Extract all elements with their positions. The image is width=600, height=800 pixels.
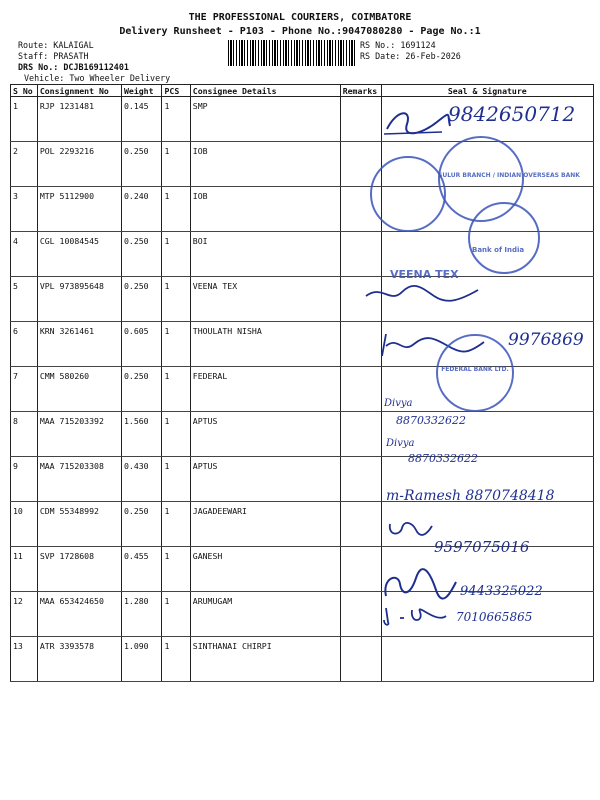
boi-stamp-text: Bank of India: [472, 246, 525, 254]
sno: 11: [11, 547, 38, 592]
consignee: GANESH: [190, 547, 340, 592]
consignment-no: VPL 973895648: [37, 277, 121, 322]
remarks: [340, 97, 381, 142]
consignment-no: CGL 10084545: [37, 232, 121, 277]
veena-tex-stamp: VEENA TEX: [390, 268, 459, 281]
sno: 3: [11, 187, 38, 232]
runsheet-subtitle: Delivery Runsheet - P103 - Phone No.:9047080280 - Page No.:1: [119, 26, 481, 37]
vehicle-label: Vehicle: Two Wheeler Delivery: [24, 73, 171, 83]
handwritten-name-9: Divya: [386, 438, 415, 449]
signature-row-1: [382, 104, 452, 140]
consignment-no: POL 2293216: [37, 142, 121, 187]
pcs: 1: [162, 637, 190, 682]
signature-row-13: [380, 602, 450, 628]
consignee: SINTHANAI CHIRPI: [190, 637, 340, 682]
weight: 0.250: [121, 502, 162, 547]
iob-stamp-text-1: SULUR BRANCH / INDIAN OVERSEAS BANK: [438, 172, 580, 179]
signature-row-12: [380, 568, 460, 602]
pcs: 1: [162, 547, 190, 592]
signature-row-5: [362, 282, 482, 306]
pcs: 1: [162, 457, 190, 502]
consignment-no: RJP 1231481: [37, 97, 121, 142]
handwritten-phone-7: 9976869: [508, 330, 584, 350]
pcs: 1: [162, 367, 190, 412]
consignee: THOULATH NISHA: [190, 322, 340, 367]
remarks: [340, 547, 381, 592]
route-label: Route: KALAIGAL: [18, 40, 94, 50]
consignee: VEENA TEX: [190, 277, 340, 322]
col-sno: S No: [11, 85, 38, 97]
consignment-no: MAA 653424650: [37, 592, 121, 637]
weight: 0.240: [121, 187, 162, 232]
handwritten-phone-12: 9443325022: [460, 584, 543, 599]
table-row: [11, 637, 594, 682]
consignee: SMP: [190, 97, 340, 142]
pcs: 1: [162, 187, 190, 232]
sno: 4: [11, 232, 38, 277]
consignment-no: SVP 1728608: [37, 547, 121, 592]
col-consignee: Consignee Details: [190, 85, 340, 97]
weight: 0.605: [121, 322, 162, 367]
sno: 13: [11, 637, 38, 682]
sno: 5: [11, 277, 38, 322]
remarks: [340, 502, 381, 547]
remarks: [340, 457, 381, 502]
weight: 0.250: [121, 367, 162, 412]
rs-number: RS No.: 1691124: [360, 40, 436, 50]
handwritten-name-phone-10: m-Ramesh 8870748418: [386, 488, 555, 504]
consignee: IOB: [190, 187, 340, 232]
sno: 2: [11, 142, 38, 187]
table-header-row: [11, 85, 594, 97]
consignment-no: CMM 580260: [37, 367, 121, 412]
col-remarks: Remarks: [340, 85, 381, 97]
handwritten-phone-8: 8870332622: [396, 414, 466, 427]
col-pcs: PCS: [162, 85, 190, 97]
remarks: [340, 637, 381, 682]
weight: 0.250: [121, 232, 162, 277]
staff-label: Staff: PRASATH: [18, 51, 89, 61]
consignee: JAGADEEWARI: [190, 502, 340, 547]
sno: 10: [11, 502, 38, 547]
col-weight: Weight: [121, 85, 162, 97]
pcs: 1: [162, 502, 190, 547]
pcs: 1: [162, 322, 190, 367]
col-seal-signature: Seal & Signature: [381, 85, 593, 97]
weight: 0.430: [121, 457, 162, 502]
company-title: THE PROFESSIONAL COURIERS, COIMBATORE: [188, 12, 412, 23]
remarks: [340, 232, 381, 277]
remarks: [340, 592, 381, 637]
iob-stamp-2: [370, 156, 446, 232]
weight: 0.145: [121, 97, 162, 142]
rs-date: RS Date: 26-Feb-2026: [360, 51, 461, 61]
consignee: IOB: [190, 142, 340, 187]
sno: 7: [11, 367, 38, 412]
weight: 0.455: [121, 547, 162, 592]
barcode: [228, 40, 356, 66]
sno: 9: [11, 457, 38, 502]
sno: 6: [11, 322, 38, 367]
consignment-no: MAA 715203308: [37, 457, 121, 502]
handwritten-name-8: Divya: [384, 398, 413, 409]
consignment-no: CDM 55348992: [37, 502, 121, 547]
consignee: APTUS: [190, 457, 340, 502]
consignee: BOI: [190, 232, 340, 277]
remarks: [340, 367, 381, 412]
weight: 0.250: [121, 277, 162, 322]
sno: 1: [11, 97, 38, 142]
boi-stamp: [468, 202, 540, 274]
federal-stamp-text: FEDERAL BANK LTD.: [441, 366, 509, 373]
table-row: [11, 412, 594, 457]
sno: 12: [11, 592, 38, 637]
col-consignment: Consignment No: [37, 85, 121, 97]
consignment-no: ATR 3393578: [37, 637, 121, 682]
weight: 0.250: [121, 142, 162, 187]
pcs: 1: [162, 97, 190, 142]
weight: 1.280: [121, 592, 162, 637]
pcs: 1: [162, 412, 190, 457]
weight: 1.560: [121, 412, 162, 457]
consignment-no: MTP 5112900: [37, 187, 121, 232]
remarks: [340, 322, 381, 367]
federal-stamp: [436, 334, 514, 412]
handwritten-phone-11: 9597075016: [434, 538, 530, 556]
handwritten-phone-1: 9842650712: [448, 102, 576, 126]
sno: 8: [11, 412, 38, 457]
handwritten-phone-13: 7010665865: [456, 610, 533, 624]
seal-signature: [381, 637, 593, 682]
pcs: 1: [162, 232, 190, 277]
consignment-no: KRN 3261461: [37, 322, 121, 367]
consignee: FEDERAL: [190, 367, 340, 412]
consignment-no: MAA 715203392: [37, 412, 121, 457]
table-row: [11, 277, 594, 322]
handwritten-phone-9: 8870332622: [408, 452, 478, 465]
pcs: 1: [162, 592, 190, 637]
consignee: ARUMUGAM: [190, 592, 340, 637]
signature-row-11: [386, 518, 436, 540]
pcs: 1: [162, 277, 190, 322]
remarks: [340, 412, 381, 457]
pcs: 1: [162, 142, 190, 187]
consignee: APTUS: [190, 412, 340, 457]
drs-number: DRS No.: DCJB169112401: [18, 62, 129, 72]
weight: 1.090: [121, 637, 162, 682]
